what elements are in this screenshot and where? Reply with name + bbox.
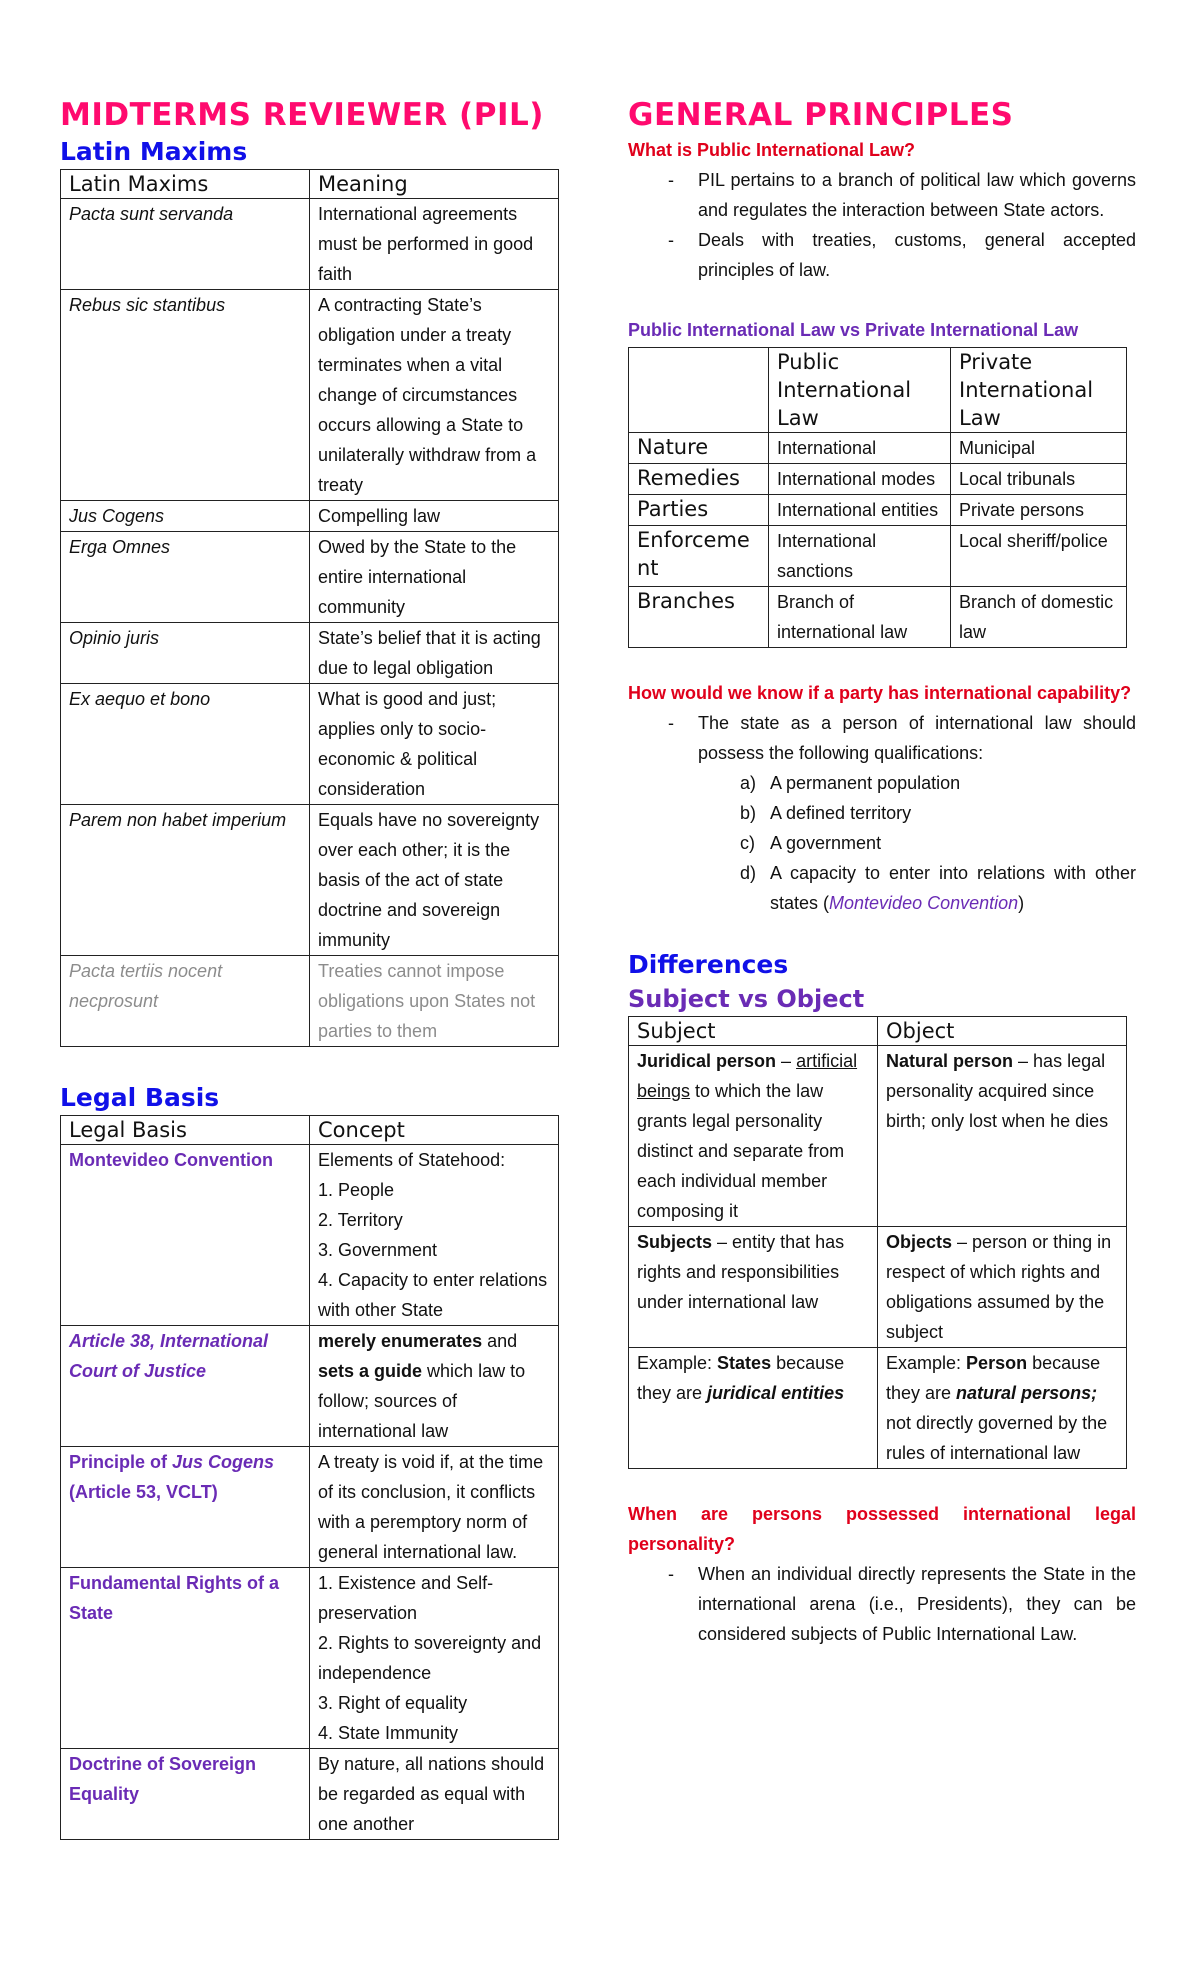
- bold-text: States: [717, 1353, 772, 1373]
- text: which law to follow; sources of international law: [318, 1361, 526, 1441]
- subject-object-table: [628, 1016, 1127, 1469]
- table-row: [629, 495, 1127, 526]
- reference-text: Montevideo Convention: [829, 893, 1019, 913]
- basis-cell: Fundamental Rights of a State: [61, 1568, 310, 1749]
- text: (Article 53, VCLT): [69, 1482, 218, 1502]
- row-label: Nature: [629, 433, 769, 464]
- qualification-list: [628, 768, 1136, 918]
- bullet-list: [628, 708, 1136, 768]
- private-cell: Branch of domestic law: [951, 587, 1127, 648]
- maxim-meaning: Equals have no sovereignty over each other; it is the basis of the act of state doctrine and sovereign immunity: [310, 805, 559, 956]
- private-cell: Local sheriff/police: [951, 526, 1127, 587]
- maxim-meaning: What is good and just; applies only to socio-economic & political consideration: [310, 684, 559, 805]
- list-text: A government: [770, 833, 882, 853]
- table-row: [61, 290, 559, 501]
- concept-line: 1. People: [318, 1180, 395, 1200]
- bold-text: Natural person: [886, 1051, 1014, 1071]
- public-cell: International entities: [769, 495, 951, 526]
- subject-cell: [629, 1046, 878, 1227]
- maxim-term: Jus Cogens: [61, 501, 310, 532]
- concept-line: Elements of Statehood:: [318, 1150, 506, 1170]
- object-cell: [878, 1227, 1127, 1348]
- list-item: [628, 798, 1136, 828]
- basis-cell: Article 38, International Court of Justice: [61, 1326, 310, 1447]
- list-marker: b): [740, 803, 757, 823]
- latin-maxims-table: [60, 169, 559, 1047]
- right-column: [628, 95, 1136, 1649]
- private-cell: Municipal: [951, 433, 1127, 464]
- comparison-heading: Public International Law vs Private International Law: [628, 320, 1079, 340]
- header-cell: Subject: [629, 1017, 878, 1046]
- concept-line: 3. Government: [318, 1240, 438, 1260]
- dash-bullet: -: [668, 713, 674, 733]
- text: Example:: [886, 1353, 967, 1373]
- table-row: [629, 464, 1127, 495]
- bold-text: Person: [966, 1353, 1028, 1373]
- maxim-meaning: A contracting State’s obligation under a treaty terminates when a vital change of circumstances occurs allowing a State to unilaterally withdraw from a treaty: [310, 290, 559, 501]
- dash-bullet: -: [668, 170, 674, 190]
- table-row: [629, 1348, 1127, 1469]
- subject-cell: [629, 1348, 878, 1469]
- maxim-term: Opinio juris: [61, 623, 310, 684]
- maxim-term: Pacta tertiis nocent necprosunt: [61, 956, 310, 1047]
- text: – person or thing in respect of which rights and obligations assumed by the subject: [886, 1232, 1112, 1342]
- maxim-meaning: State’s belief that it is acting due to legal obligation: [310, 623, 559, 684]
- maxim-meaning: Owed by the State to the entire international community: [310, 532, 559, 623]
- row-label: Parties: [629, 495, 769, 526]
- question-heading: When are persons possessed international legal personality?: [628, 1504, 1136, 1554]
- list-text: The state as a person of international law should possess the following qualifications:: [698, 713, 1136, 763]
- legal-basis-heading: Legal Basis: [60, 1083, 220, 1112]
- table-row: [61, 501, 559, 532]
- italic-text: Jus Cogens: [172, 1452, 275, 1472]
- bold-text: merely enumerates: [318, 1331, 483, 1351]
- bold-italic-text: juridical entities: [707, 1383, 845, 1403]
- basis-cell: Montevideo Convention: [61, 1145, 310, 1326]
- header-cell: Object: [878, 1017, 1127, 1046]
- concept-cell: By nature, all nations should be regarded as equal with one another: [310, 1749, 559, 1840]
- question-heading: How would we know if a party has international capability?: [628, 683, 1132, 703]
- table-row: [61, 805, 559, 956]
- concept-line: 4. Capacity to enter relations with other State: [318, 1270, 548, 1320]
- latin-maxims-heading: Latin Maxims: [60, 137, 248, 166]
- maxim-term: Rebus sic stantibus: [61, 290, 310, 501]
- page-title: MIDTERMS REVIEWER (PIL): [60, 97, 544, 133]
- list-text: When an individual directly represents the State in the international arena (i.e., Presidents), they can be considered subjects of Public International Law.: [698, 1564, 1136, 1644]
- concept-line: 3. Right of equality: [318, 1693, 468, 1713]
- maxim-meaning: International agreements must be performed in good faith: [310, 199, 559, 290]
- list-item: [628, 858, 1136, 918]
- list-text: A permanent population: [770, 773, 961, 793]
- table-row: [61, 684, 559, 805]
- public-cell: Branch of international law: [769, 587, 951, 648]
- bullet-list: [628, 1559, 1136, 1649]
- header-cell: Public International Law: [769, 348, 951, 433]
- text: – has legal personality acquired since birth; only lost when he dies: [886, 1051, 1109, 1131]
- header-cell: Latin Maxims: [61, 170, 310, 199]
- table-row: [61, 623, 559, 684]
- list-item: [628, 225, 1136, 285]
- section-title: GENERAL PRINCIPLES: [628, 97, 1014, 133]
- table-row: [629, 526, 1127, 587]
- text: to which the law grants legal personality distinct and separate from each individual member composing it: [637, 1081, 845, 1221]
- concept-cell: [310, 1326, 559, 1447]
- concept-line: 2. Rights to sovereignty and independence: [318, 1633, 542, 1683]
- basis-cell: Doctrine of Sovereign Equality: [61, 1749, 310, 1840]
- table-header-row: [629, 1017, 1127, 1046]
- text: –: [776, 1051, 797, 1071]
- table-header-row: [629, 348, 1127, 433]
- header-cell: Private International Law: [951, 348, 1127, 433]
- list-text: Deals with treaties, customs, general accepted principles of law.: [698, 230, 1136, 280]
- bold-italic-text: natural persons;: [956, 1383, 1098, 1403]
- list-text: ): [1018, 893, 1025, 913]
- table-header-row: [61, 170, 559, 199]
- list-text: A defined territory: [770, 803, 912, 823]
- list-marker: a): [740, 773, 757, 793]
- list-item: [628, 768, 1136, 798]
- list-marker: c): [740, 833, 755, 853]
- text: – entity that has rights and responsibilities under international law: [637, 1232, 845, 1312]
- concept-cell: [310, 1568, 559, 1749]
- bold-text: Juridical person: [637, 1051, 777, 1071]
- bullet-list: [628, 165, 1136, 285]
- list-item: [628, 165, 1136, 225]
- header-cell: Concept: [310, 1116, 559, 1145]
- header-cell-empty: [629, 348, 769, 433]
- table-row: [629, 433, 1127, 464]
- header-cell: Legal Basis: [61, 1116, 310, 1145]
- maxim-term: Ex aequo et bono: [61, 684, 310, 805]
- table-row: [61, 1568, 559, 1749]
- list-marker: d): [740, 863, 757, 883]
- list-item: [628, 1559, 1136, 1649]
- table-row: [61, 1447, 559, 1568]
- maxim-term: Erga Omnes: [61, 532, 310, 623]
- bold-text: sets a guide: [318, 1361, 423, 1381]
- differences-heading: Differences: [628, 950, 789, 979]
- bold-text: Subjects: [637, 1232, 713, 1252]
- text: Example:: [637, 1353, 718, 1373]
- legal-basis-table: [60, 1115, 559, 1840]
- question-heading: What is Public International Law?: [628, 140, 916, 160]
- maxim-meaning: Compelling law: [310, 501, 559, 532]
- concept-cell: A treaty is void if, at the time of its conclusion, it conflicts with a peremptory norm of general international law.: [310, 1447, 559, 1568]
- underlined-text: artificial beings: [637, 1051, 858, 1101]
- object-cell: [878, 1046, 1127, 1227]
- private-cell: Local tribunals: [951, 464, 1127, 495]
- maxim-term: Parem non habet imperium: [61, 805, 310, 956]
- maxim-term: Pacta sunt servanda: [61, 199, 310, 290]
- basis-cell: [61, 1447, 310, 1568]
- concept-cell: [310, 1145, 559, 1326]
- text: because they are: [886, 1353, 1101, 1403]
- dash-bullet: -: [668, 230, 674, 250]
- concept-line: 2. Territory: [318, 1210, 403, 1230]
- header-cell: Meaning: [310, 170, 559, 199]
- table-row: [629, 587, 1127, 648]
- text: Principle of: [69, 1452, 173, 1472]
- table-row: [61, 956, 559, 1047]
- list-text: A capacity to enter into relations with other states (: [770, 863, 1136, 913]
- list-item: [628, 708, 1136, 768]
- table-row: [61, 1145, 559, 1326]
- row-label: Remedies: [629, 464, 769, 495]
- dash-bullet: -: [668, 1564, 674, 1584]
- table-row: [629, 1227, 1127, 1348]
- list-item: [628, 828, 1136, 858]
- bold-text: Objects: [886, 1232, 953, 1252]
- public-cell: International: [769, 433, 951, 464]
- table-row: [61, 532, 559, 623]
- concept-line: 1. Existence and Self-preservation: [318, 1573, 494, 1623]
- public-cell: International sanctions: [769, 526, 951, 587]
- list-text: PIL pertains to a branch of political law which governs and regulates the interaction between State actors.: [698, 170, 1136, 220]
- maxim-meaning: Treaties cannot impose obligations upon States not parties to them: [310, 956, 559, 1047]
- text: and: [482, 1331, 518, 1351]
- comparison-table: [628, 347, 1127, 648]
- table-row: [61, 1749, 559, 1840]
- concept-line: 4. State Immunity: [318, 1723, 459, 1743]
- table-header-row: [61, 1116, 559, 1145]
- text: not directly governed by the rules of international law: [886, 1413, 1108, 1463]
- private-cell: Private persons: [951, 495, 1127, 526]
- table-row: [61, 1326, 559, 1447]
- text: because they are: [637, 1353, 845, 1403]
- row-label: Enforcement: [629, 526, 769, 587]
- object-cell: [878, 1348, 1127, 1469]
- table-row: [61, 199, 559, 290]
- left-column: [60, 95, 558, 1840]
- subject-vs-object-heading: Subject vs Object: [628, 985, 865, 1013]
- table-row: [629, 1046, 1127, 1227]
- row-label: Branches: [629, 587, 769, 648]
- public-cell: International modes: [769, 464, 951, 495]
- subject-cell: [629, 1227, 878, 1348]
